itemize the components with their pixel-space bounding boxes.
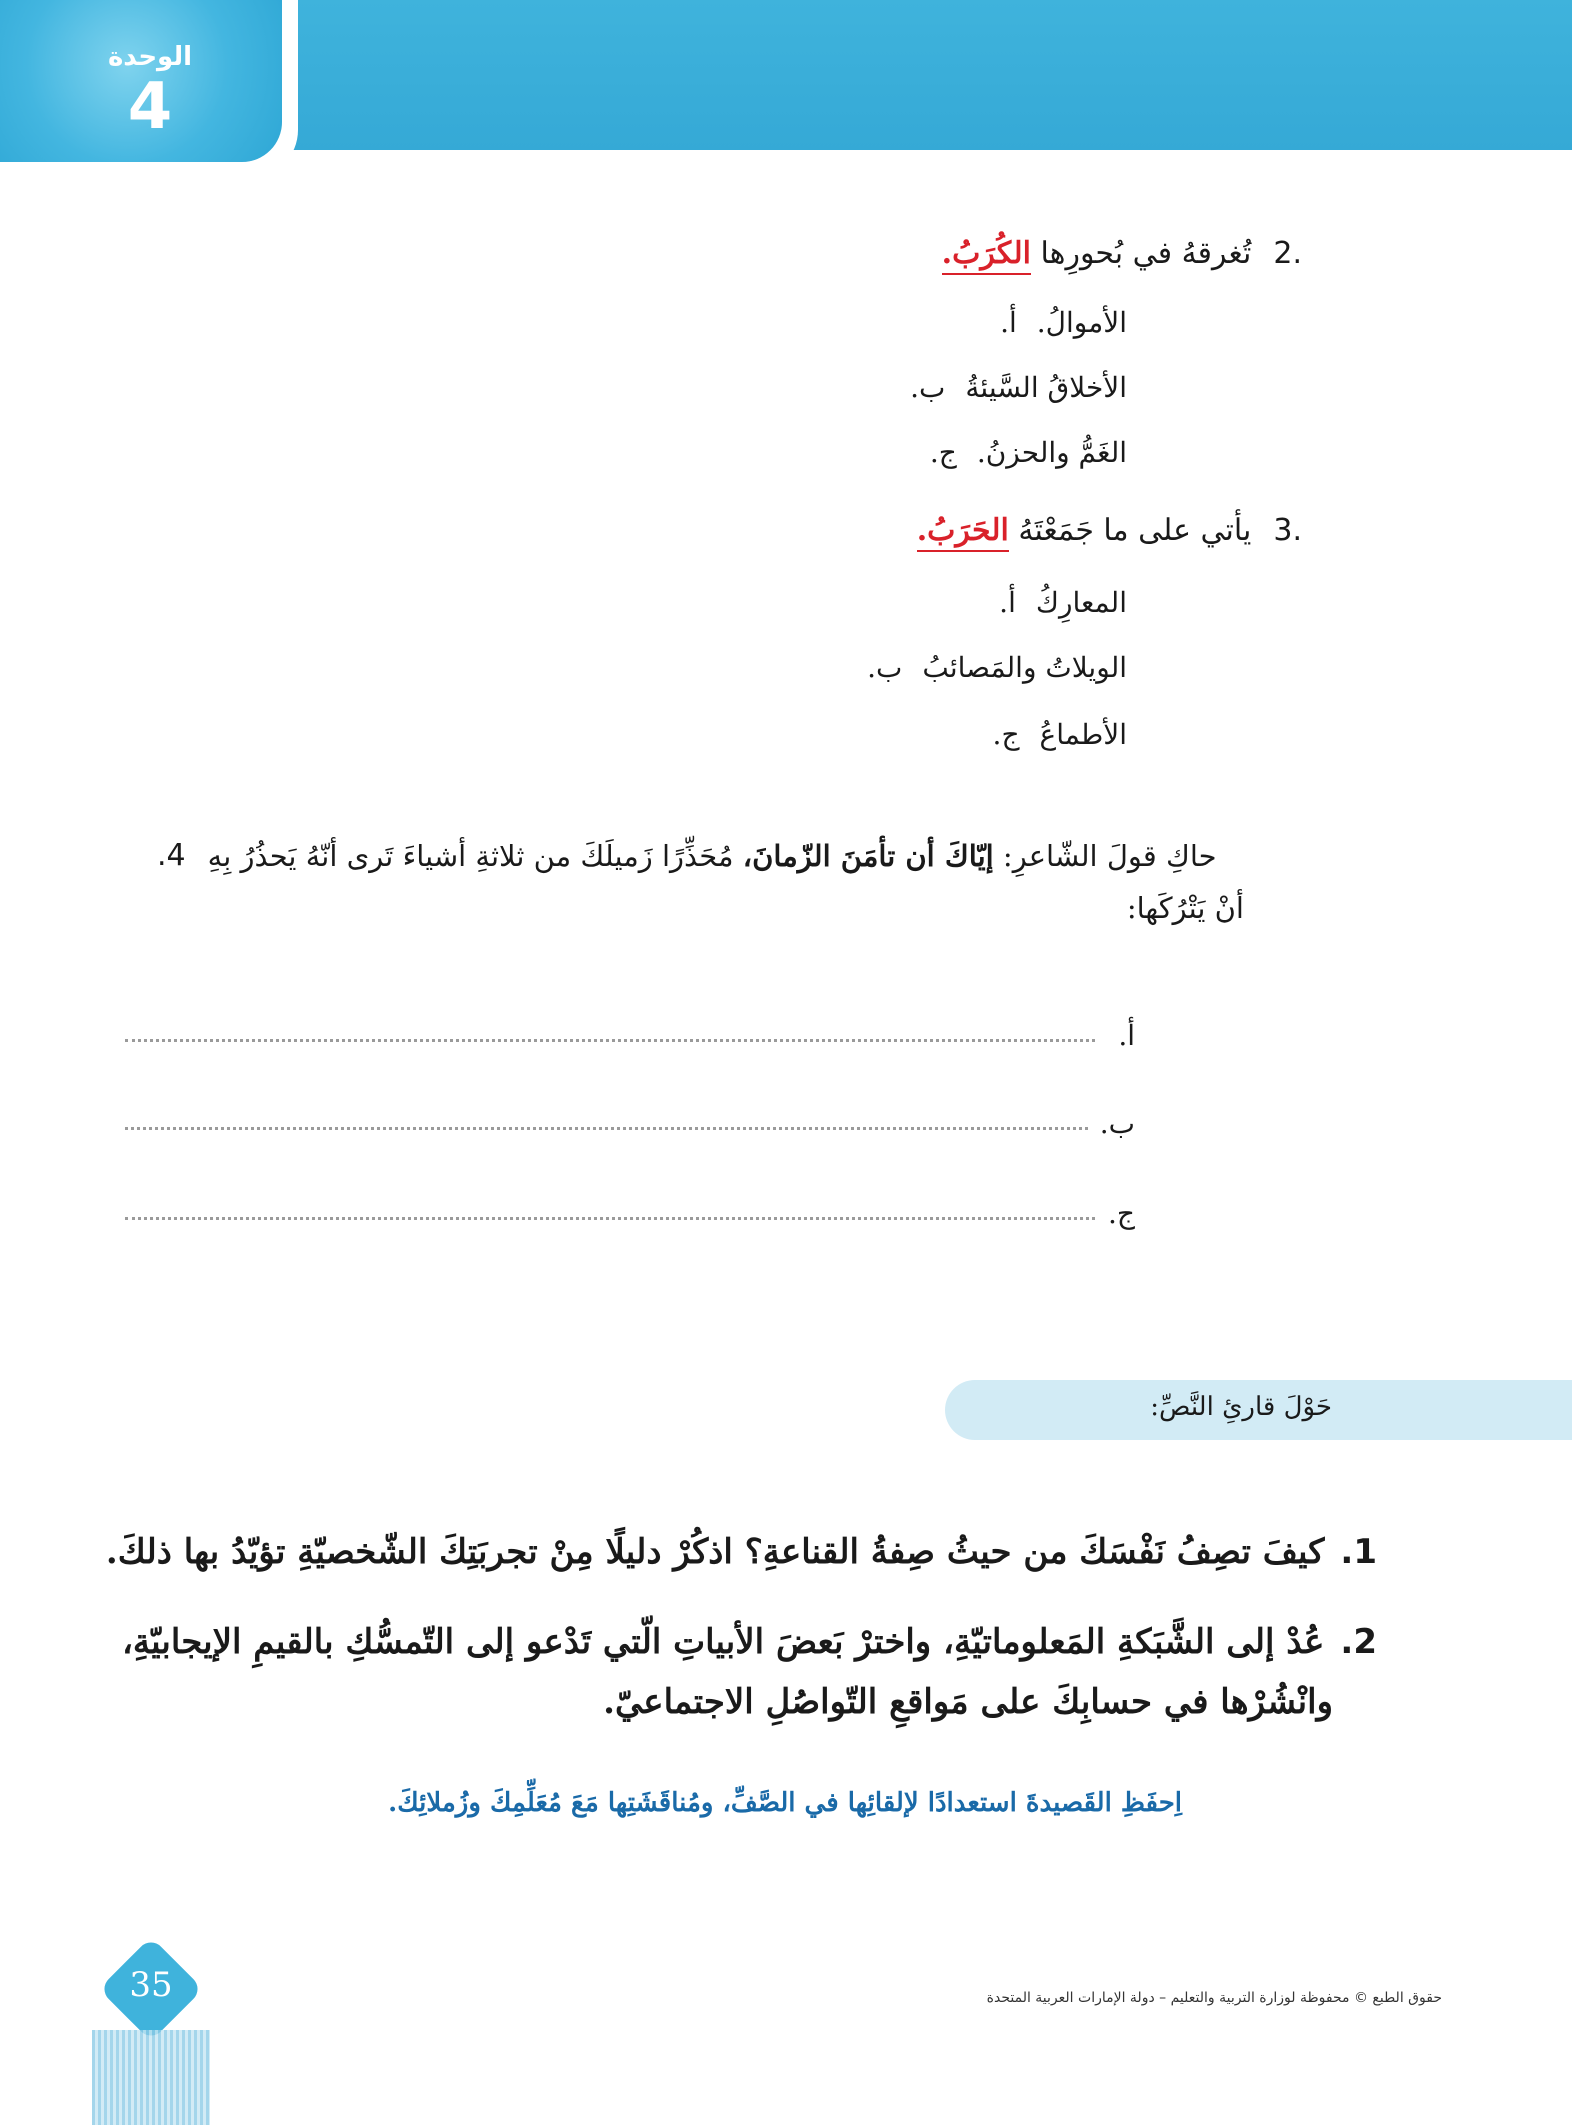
option-item	[910, 365, 1127, 409]
answer-line-b[interactable]	[125, 1098, 1135, 1138]
option-text: الغَمُّ والحزنُ.	[976, 435, 1127, 469]
section-title: حَوْلَ قارئِ النَّصِّ:	[1150, 1392, 1332, 1422]
question-text	[942, 236, 1252, 271]
keyword-highlight: الحَرَبُ.	[917, 513, 1009, 552]
option-letter: ج.	[929, 435, 957, 469]
unit-number: 4	[127, 70, 173, 144]
option-letter: أ.	[999, 585, 1016, 619]
poet-quote: إيّاكَ أن تأمَنَ الزّمانَ،	[742, 838, 994, 873]
question-number: 2.	[1340, 1622, 1377, 1662]
reader-question-1	[106, 1522, 1377, 1582]
dotted-answer-line[interactable]	[125, 1126, 1088, 1130]
question-text: عُدْ إلى الشَّبَكةِ المَعلوماتيّةِ، واخترْ بَعضَ الأبياتِ الّتي تَدْعو إلى التّمسُّكِ بالقيمِ الإيجابيّةِ،	[121, 1622, 1325, 1662]
unit-label: الوحدة	[107, 42, 193, 72]
unit-badge	[0, 0, 282, 162]
question-text	[917, 513, 1252, 548]
dotted-answer-line[interactable]	[125, 1038, 1095, 1042]
option-letter: ب.	[867, 650, 903, 684]
option-text: الويلاتُ والمَصائبُ	[922, 650, 1127, 684]
option-item	[927, 430, 1127, 474]
page-badge-texture	[92, 2030, 210, 2125]
option-text: الأخلاقُ السَّيئةُ	[965, 370, 1127, 404]
question-stem: تُغرقهُ في بُحورِها	[1030, 235, 1252, 271]
question-number: 2.	[1273, 235, 1302, 271]
question-2	[942, 228, 1302, 278]
copyright-notice: حقوق الطبع © محفوظة لوزارة التربية والتعليم – دولة الإمارات العربية المتحدة	[986, 1990, 1442, 2006]
question-rest: مُحَذِّرًا زَميلَكَ من ثلاثةِ أشياءَ تَرى أنّهُ يَحذُرُ بِهِ	[207, 838, 743, 873]
reader-question-2	[122, 1612, 1377, 1732]
question-text: كيفَ تصِفُ نَفْسَكَ من حيثُ صِفةُ القناعةِ؟ اذكُرْ دليلًا مِنْ تجربَتِكَ الشّخصيّةِ تؤيّدُ بها ذلكَ.	[105, 1532, 1325, 1572]
memorize-instruction: اِحفَظِ القَصيدةَ استعدادًا لإلقائِها في الصَّفِّ، ومُناقَشَتِها مَعَ مُعَلِّمِكَ وزُملائِكَ.	[388, 1788, 1182, 1818]
header-band	[260, 0, 1572, 150]
answer-line-a[interactable]	[125, 1010, 1135, 1050]
option-text: الأطماعُ	[1039, 717, 1127, 751]
question-number: 4.	[157, 838, 186, 873]
option-letter: أ.	[1000, 305, 1017, 339]
question-text-continued: وانْشُرْها في حسابِكَ على مَواقعِ التّواصُلِ الاجتماعيّ.	[603, 1682, 1333, 1722]
option-text: الأموالُ.	[1036, 305, 1127, 339]
answer-letter: أ.	[1118, 1019, 1135, 1052]
answer-letter: ب.	[1099, 1107, 1135, 1140]
question-4	[157, 838, 1302, 925]
question-text	[208, 839, 1217, 873]
question-intro: حاكِ قولَ الشّاعرِ:	[993, 838, 1217, 873]
option-text: المعارِكُ	[1035, 585, 1127, 619]
option-letter: ج.	[992, 717, 1020, 751]
page-number: 35	[129, 1965, 173, 2005]
question-number: 3.	[1273, 512, 1302, 548]
option-item	[990, 712, 1127, 756]
option-item	[867, 645, 1127, 689]
question-stem: يأتي على ما جَمَعْتَهُ	[1008, 512, 1252, 548]
dotted-answer-line[interactable]	[125, 1216, 1095, 1220]
option-item	[987, 300, 1127, 344]
question-3	[917, 505, 1302, 555]
answer-line-c[interactable]	[125, 1188, 1135, 1228]
question-4-line-2: أنْ يَتْرُكَها:	[1126, 891, 1244, 925]
option-item	[986, 580, 1127, 624]
question-number: 1.	[1340, 1532, 1377, 1572]
answer-letter: ج.	[1108, 1197, 1135, 1230]
keyword-highlight: الكُرَبُ.	[942, 236, 1031, 275]
question-4-line-1	[157, 838, 1302, 873]
option-letter: ب.	[910, 370, 946, 404]
